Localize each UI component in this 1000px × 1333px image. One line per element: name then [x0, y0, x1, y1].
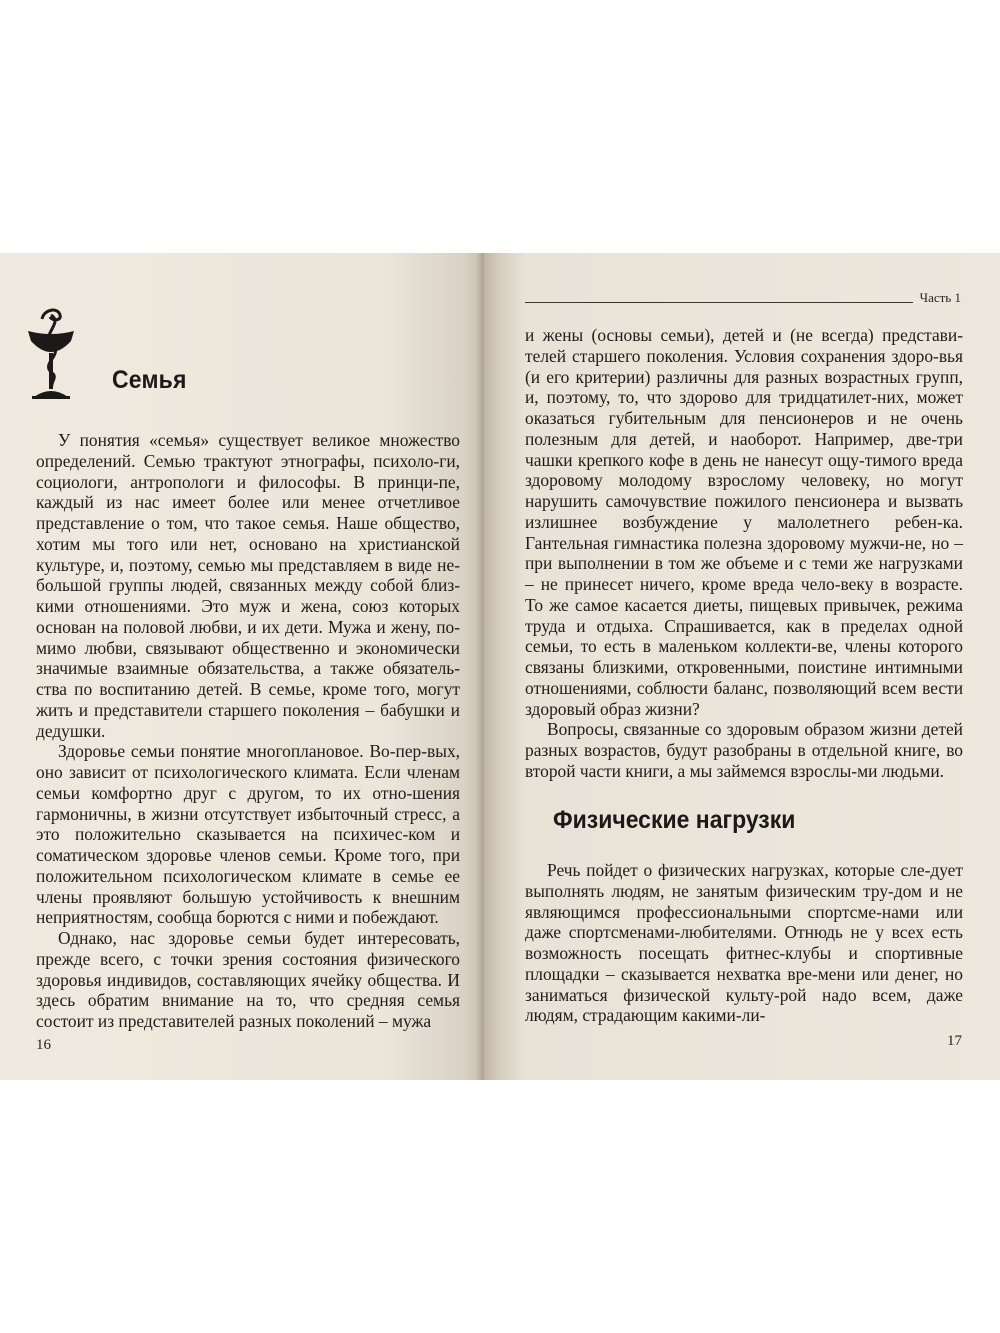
- paragraph: и жены (основы семьи), детей и (не всегда) представи-телей старшего поколения. Условия сохранения здоро-вья (и его критерии) различны для разных возрастных групп, и, поэтому, то, что здорово для тридцатилет-них, может оказаться губительным для пенсионеров и не очень полезным для детей, и наоборот. Например, две-три чашки крепкого кофе в день не нанесут ощу-тимого вреда здоровому молодому взрослому человеку, но могут нарушить самочувствие пожилого пенсионера и вызвать излишнее возбуждение у малолетнего ребен-ка. Гантельная гимнастика полезна здоровому мужчи-не, но – при выполнении в том же объеме и с теми же нагрузками – не принесет ничего, кроме вреда чело-веку в возрасте. То же самое касается диеты, пищевых привычек, режима труда и отдыха. Спрашивается, как в пределах одной семьи, то есть в маленьком коллекти-ве, члены которого связаны близкими, откровенными, поистине интимными отношениями, соблюсти баланс, позволяющий всем вести здоровый образ жизни?: [525, 325, 963, 719]
- left-page: [0, 253, 484, 1080]
- running-head: [525, 290, 961, 306]
- right-body-text-bottom: [525, 860, 963, 1026]
- paragraph: Речь пойдет о физических нагрузках, которые сле-дует выполнять людям, не занятым физическим тру-дом и не являющимся профессиональными спортсме-нами или даже спортсменами-любителями. Отнюдь не у всех есть возможность посещать фитнес-клубы и спортивные площадки – сказывается нехватка вре-мени или денег, но заниматься физической культу-рой надо всем, даже людям, страдающим какими-ли-: [525, 860, 963, 1026]
- page-number-left: 16: [36, 1037, 51, 1053]
- header-rule: [525, 302, 913, 303]
- section-heading-physical-load: Физические нагрузки: [553, 806, 796, 834]
- right-body-text-top: [525, 325, 963, 782]
- page-number-right: 17: [947, 1033, 962, 1049]
- paragraph: У понятия «семья» существует великое множество определений. Семью трактуют этнографы, психоло-ги, социологи, антропологи и философы. В принци-пе, каждый из нас имеет более или менее отчетливое представление о том, что такое семья. Наше общество, хотим мы того или нет, основано на христианской культуре, и, поэтому, семью мы представляем в виде не-большой группы людей, связанных между собой близ-кими отношениями. Это муж и жена, союз которых основан на половой любви, и их дети. Мужа и жену, по-мимо любви, связывают общественно и экономически значимые взаимные обязательства, а также обязатель-ства по воспитанию детей. В семье, кроме того, могут жить и представители старшего поколения – бабушки и дедушки.: [36, 430, 460, 741]
- paragraph: Здоровье семьи понятие многоплановое. Во-пер-вых, оно зависит от психологического климата. Если членам семьи комфортно друг с другом, то их отно-шения гармоничны, в жизни отсутствует избыточный стресс, а это положительно сказывается на психичес-ком и соматическом здоровье членов семьи. Кроме того, при положительном психологическом климате в семье ее члены проявляют большую устойчивость к внешним неприятностям, сообща борются с ними и побеждают.: [36, 741, 460, 928]
- running-head-label: Часть 1: [919, 290, 961, 305]
- left-body-text: [36, 430, 460, 1032]
- paragraph: Вопросы, связанные со здоровым образом жизни детей разных возрастов, будут разобраны в отдельной книге, во второй части книги, а мы займемся взрослы-ми людьми.: [525, 719, 963, 781]
- paragraph: Однако, нас здоровье семьи будет интересовать, прежде всего, с точки зрения состояния физического здоровья индивидов, составляющих ячейку общества. И здесь обратим внимание на то, что средняя семья состоит из представителей разных поколений – мужа: [36, 928, 460, 1031]
- book-spread: [0, 253, 1000, 1080]
- section-heading-family: Семья: [112, 366, 187, 394]
- bowl-of-hygieia-icon: [22, 301, 80, 401]
